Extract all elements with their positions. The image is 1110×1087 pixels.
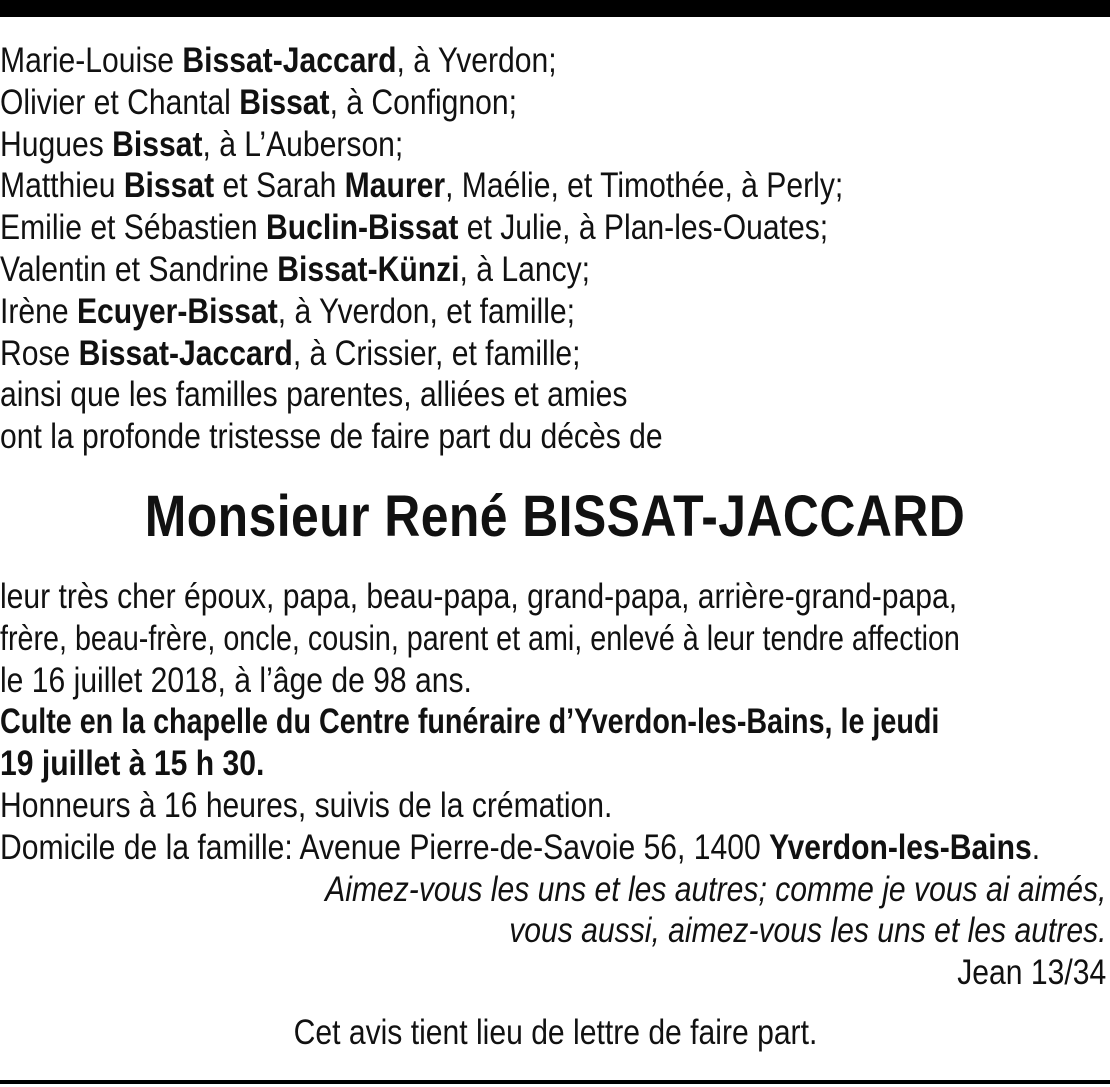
family-location: , à Yverdon;: [396, 41, 557, 80]
quote-text: vous aussi, aimez-vous les uns et les autres.: [508, 911, 1106, 951]
family-line: [0, 249, 955, 291]
family-location: , à Lancy;: [459, 249, 591, 289]
family-line: [0, 207, 955, 249]
family-location: , à Yverdon, et famille;: [277, 291, 576, 331]
closing-line: [0, 1012, 1110, 1054]
family-line: [0, 124, 955, 166]
family-members: Emilie et Sébastien: [0, 208, 267, 248]
domicile-period: .: [1031, 827, 1041, 867]
family-members: Rose: [0, 333, 79, 373]
description-line: frère, beau-frère, oncle, cousin, parent et ami, enlevé à leur tendre affection: [0, 618, 960, 658]
family-surname: Bissat-Künzi: [277, 249, 460, 289]
description-line: leur très cher époux, papa, beau-papa, grand-papa, arrière-grand-papa,: [0, 576, 958, 616]
family-location: , Maélie, et Timothée, à Perly;: [445, 166, 844, 206]
description-line: le 16 juillet 2018, à l’âge de 98 ans.: [0, 660, 472, 700]
family-members: Marie-Louise: [0, 41, 183, 80]
family-members: Valentin et Sandrine: [0, 249, 278, 289]
family-members: Hugues: [0, 124, 113, 164]
family-line: [0, 82, 955, 124]
family-line: [0, 291, 955, 333]
family-surname: Bissat: [123, 166, 215, 206]
family-surname: Bissat: [239, 82, 330, 122]
service-line: Culte en la chapelle du Centre funéraire d’Yverdon-les-Bains, le jeudi: [0, 702, 940, 742]
family-surname: Buclin-Bissat: [266, 208, 459, 248]
intro-line: ainsi que les familles parentes, alliées et amies: [0, 375, 628, 415]
family-surname: Ecuyer-Bissat: [76, 291, 278, 331]
family-members: et Sarah: [214, 166, 345, 206]
intro-line: ont la profonde tristesse de faire part du décès de: [0, 417, 663, 457]
domicile-city: Yverdon-les-Bains: [769, 827, 1032, 867]
family-line: [0, 40, 955, 82]
closing-text: Cet avis tient lieu de lettre de faire part.: [293, 1012, 817, 1052]
honours-line: Honneurs à 16 heures, suivis de la crémation.: [0, 785, 613, 825]
family-surname: Maurer: [344, 166, 446, 206]
family-list: [0, 40, 1110, 374]
family-line: [0, 333, 955, 375]
quote-text: Aimez-vous les uns et les autres; comme je vous ai aimés,: [324, 869, 1106, 909]
quote-reference: [0, 952, 1110, 994]
quote-line: [0, 869, 1110, 911]
family-members: Olivier et Chantal: [0, 82, 240, 122]
deceased-name: Monsieur René BISSAT-JACCARD: [144, 483, 966, 549]
family-surname: Bissat-Jaccard: [78, 333, 293, 373]
death-notice: [0, 40, 1110, 1054]
family-location: , à L’Auberson;: [202, 124, 404, 164]
top-rule: [0, 0, 1110, 17]
family-line: [0, 165, 955, 207]
family-members: Matthieu: [0, 166, 124, 206]
bottom-rule: [0, 1080, 1110, 1084]
family-surname: Bissat-Jaccard: [182, 41, 397, 80]
family-members: Irène: [0, 291, 77, 331]
quote-line: [0, 910, 1110, 952]
family-location: , à Crissier, et famille;: [292, 333, 581, 373]
service-line: 19 juillet à 15 h 30.: [0, 744, 265, 784]
family-location: , à Confignon;: [329, 82, 518, 122]
family-surname: Bissat: [112, 124, 203, 164]
domicile-address: Domicile de la famille: Avenue Pierre-de-Savoie 56, 1400: [0, 827, 770, 867]
reference-text: Jean 13/34: [957, 953, 1106, 993]
domicile-line: [0, 827, 1041, 869]
family-location: et Julie, à Plan-les-Ouates;: [458, 208, 829, 248]
